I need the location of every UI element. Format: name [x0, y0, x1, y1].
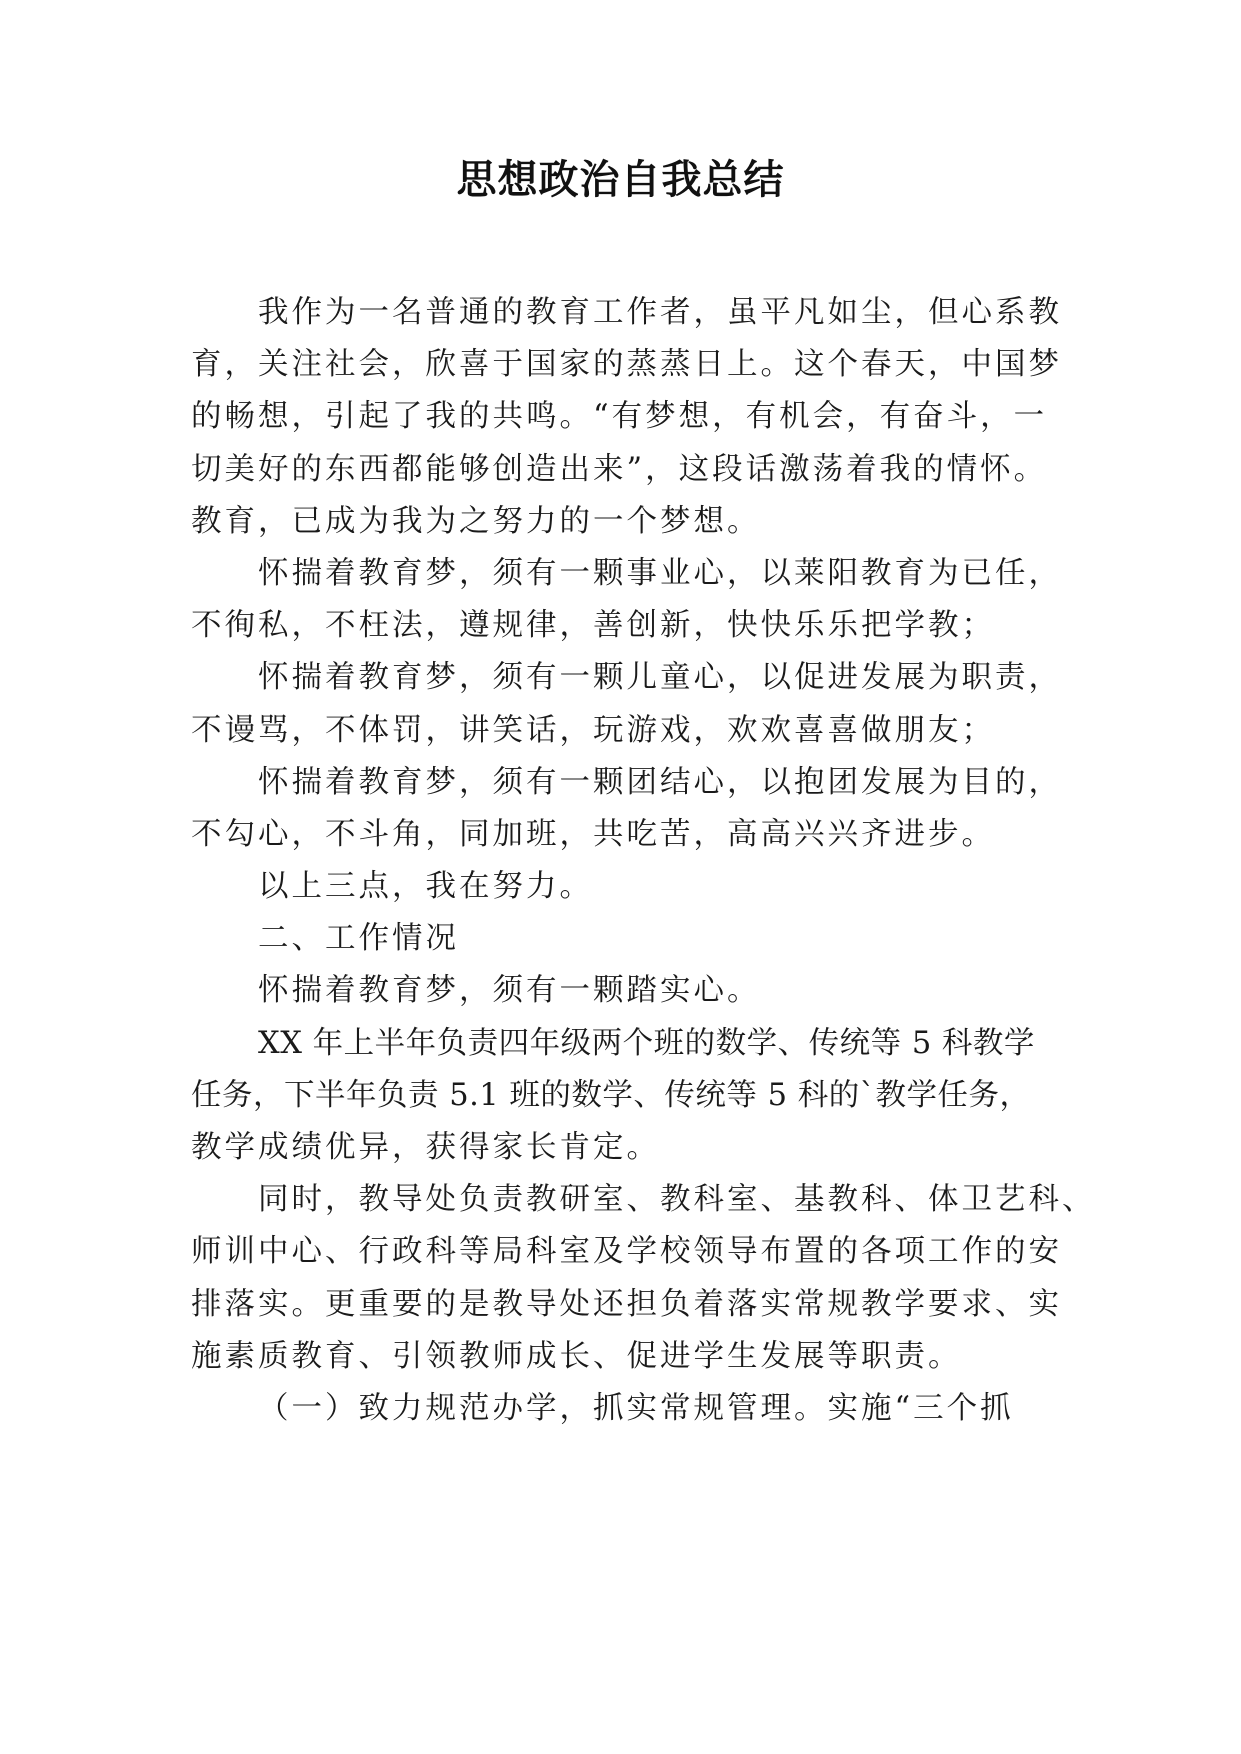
- paragraph-line: 不谩骂，不体罚，讲笑话，玩游戏，欢欢喜喜做朋友；: [191, 712, 995, 748]
- paragraph-line: 任务，下半年负责 5.1 班的数学、传统等 5 科的`教学任务，: [191, 1077, 1031, 1113]
- paragraph-line: 教学成绩优异，获得家长肯定。: [191, 1130, 660, 1165]
- paragraph-line: 排落实。更重要的是教导处还担负着落实常规教学要求、实: [191, 1286, 1062, 1322]
- paragraph-line: 以上三点，我在努力。: [258, 869, 593, 905]
- paragraph-line: 怀揣着教育梦，须有一颗踏实心。: [258, 973, 761, 1009]
- paragraph-line: 师训中心、行政科等局科室及学校领导布置的各项工作的安: [191, 1234, 1062, 1270]
- paragraph-line: 教育，已成为我为之努力的一个梦想。: [191, 503, 761, 539]
- paragraph-line: 我作为一名普通的教育工作者，虽平凡如尘，但心系教: [258, 295, 1062, 330]
- paragraph-line: XX 年上半年负责四年级两个班的数学、传统等 5 科教学: [258, 1025, 1035, 1061]
- paragraph-line: 不勾心，不斗角，同加班，共吃苦，高高兴兴齐进步。: [191, 816, 995, 852]
- paragraph-line: （一）致力规范办学，抓实常规管理。实施“三个抓: [258, 1390, 1014, 1426]
- paragraph-line: 的畅想，引起了我的共鸣。“有梦想，有机会，有奋斗，一: [191, 399, 1048, 435]
- section-heading: 二、工作情况: [258, 921, 459, 957]
- paragraph-line: 切美好的东西都能够创造出来”，这段话激荡着我的情怀。: [191, 451, 1048, 487]
- paragraph-line: 怀揣着教育梦，须有一颗事业心，以莱阳教育为已任，: [258, 555, 1062, 591]
- paragraph-line: 怀揣着教育梦，须有一颗儿童心，以促进发展为职责，: [258, 660, 1062, 696]
- document-title: 思想政治自我总结: [456, 157, 785, 203]
- paragraph-line: 施素质教育、引领教师成长、促进学生发展等职责。: [191, 1338, 962, 1374]
- paragraph-line: 同时，教导处负责教研室、教科室、基教科、体卫艺科、: [258, 1182, 1096, 1218]
- paragraph-line: 怀揣着教育梦，须有一颗团结心，以抱团发展为目的，: [258, 764, 1062, 800]
- document-body: [191, 287, 1096, 1435]
- paragraph-line: 育，关注社会，欣喜于国家的蒸蒸日上。这个春天，中国梦: [191, 347, 1062, 383]
- paragraph-line: 不徇私，不枉法，遵规律，善创新，快快乐乐把学教；: [191, 608, 995, 644]
